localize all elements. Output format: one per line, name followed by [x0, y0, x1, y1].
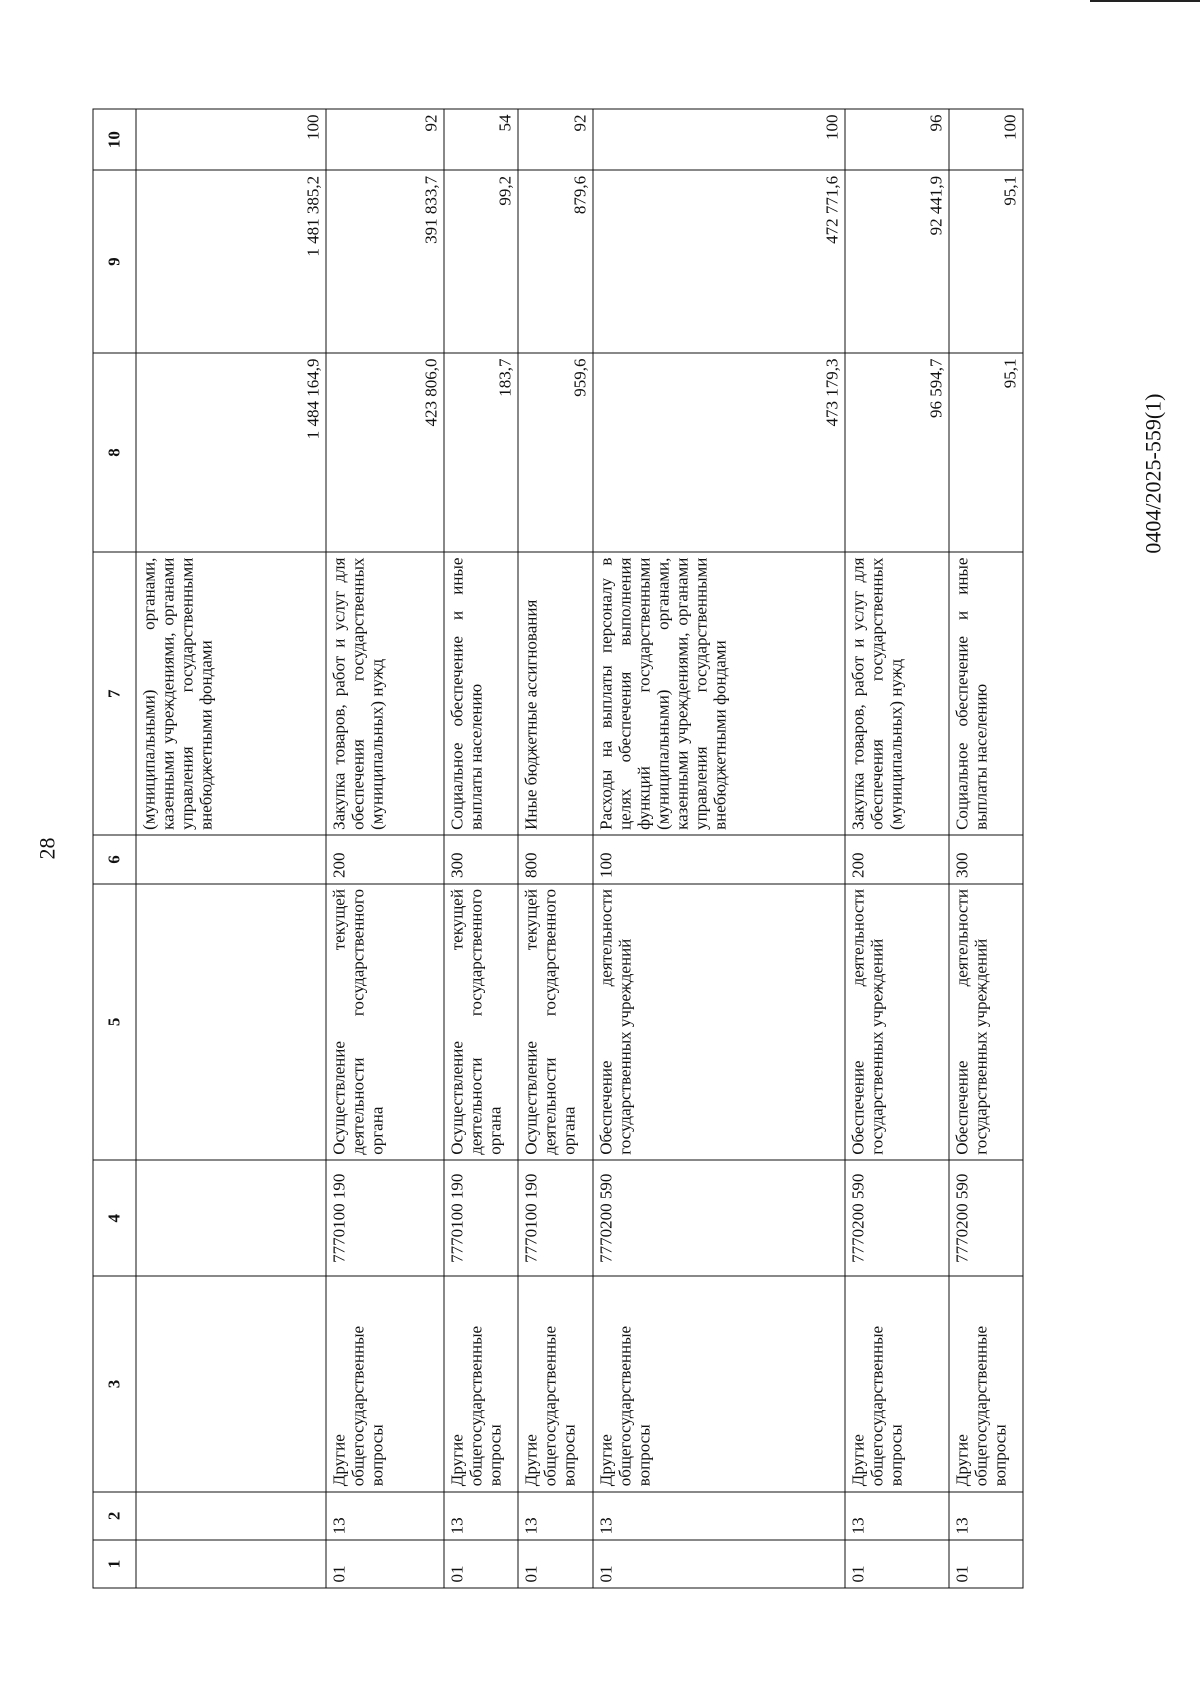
target-article-cell: 7770100 190 — [326, 1160, 444, 1276]
article-name-cell: Осуществление текущей деятельности государственного органа — [326, 884, 444, 1161]
subsection-code-cell: 13 — [949, 1492, 1023, 1540]
document-code: 0404/2025-559(1) — [1140, 393, 1166, 554]
article-name-cell: Обеспечение деятельности государственных учреждений — [845, 884, 949, 1161]
expense-type-cell: 100 — [593, 835, 845, 883]
section-code-cell: 01 — [593, 1540, 845, 1588]
planned-amount-cell: 1 484 164,9 — [136, 353, 326, 552]
subsection-code-cell: 13 — [845, 1492, 949, 1540]
execution-percent-cell: 54 — [444, 109, 518, 170]
subsection-code-cell — [136, 1492, 326, 1540]
budget-table — [93, 109, 1024, 1589]
header-cell: 5 — [93, 884, 136, 1161]
expense-type-cell: 300 — [949, 835, 1023, 883]
header-cell: 6 — [93, 835, 136, 883]
planned-amount-cell: 423 806,0 — [326, 353, 444, 552]
expense-type-cell — [136, 835, 326, 883]
section-name-cell: Другие общегосударственные вопросы — [444, 1276, 518, 1492]
target-article-cell: 7770200 590 — [949, 1160, 1023, 1276]
article-name-cell — [136, 884, 326, 1161]
target-article-cell: 7770200 590 — [845, 1160, 949, 1276]
execution-percent-cell: 100 — [949, 109, 1023, 170]
table-row — [949, 109, 1023, 1588]
planned-amount-cell: 959,6 — [518, 353, 593, 552]
page-number: 28 — [34, 837, 60, 860]
planned-amount-cell: 183,7 — [444, 353, 518, 552]
header-cell: 4 — [93, 1160, 136, 1276]
section-name-cell: Другие общегосударственные вопросы — [845, 1276, 949, 1492]
expense-type-cell: 200 — [326, 835, 444, 883]
actual-amount-cell: 879,6 — [518, 170, 593, 353]
subsection-code-cell: 13 — [593, 1492, 845, 1540]
article-name-cell: Обеспечение деятельности государственных учреждений — [593, 884, 845, 1161]
header-cell: 10 — [93, 109, 136, 170]
subsection-code-cell: 13 — [518, 1492, 593, 1540]
execution-percent-cell: 100 — [136, 109, 326, 170]
header-cell: 3 — [93, 1276, 136, 1492]
top-edge-line — [1090, 0, 1200, 2]
table-row — [326, 109, 444, 1588]
planned-amount-cell: 473 179,3 — [593, 353, 845, 552]
execution-percent-cell: 92 — [326, 109, 444, 170]
actual-amount-cell: 472 771,6 — [593, 170, 845, 353]
subsection-code-cell: 13 — [444, 1492, 518, 1540]
header-cell: 9 — [93, 170, 136, 353]
target-article-cell: 7770200 590 — [593, 1160, 845, 1276]
table-row — [136, 109, 326, 1588]
section-code-cell: 01 — [326, 1540, 444, 1588]
section-code-cell — [136, 1540, 326, 1588]
header-cell: 8 — [93, 353, 136, 552]
expense-type-name-cell: Закупка товаров, работ и услуг для обеспечения государственных (муниципальных) нужд — [326, 552, 444, 835]
expense-type-name-cell: Закупка товаров, работ и услуг для обеспечения государственных (муниципальных) нужд — [845, 552, 949, 835]
table-row — [518, 109, 593, 1588]
rotated-document — [34, 109, 1166, 1589]
expense-type-name-cell: Расходы на выплаты персоналу в целях обеспечения выполнения функций государственными (муниципальными) органами, казенными учреждениями, органами управления государственными внебюджетными фондами — [593, 552, 845, 835]
target-article-cell: 7770100 190 — [444, 1160, 518, 1276]
actual-amount-cell: 1 481 385,2 — [136, 170, 326, 353]
expense-type-name-cell: Социальное обеспечение и иные выплаты населению — [949, 552, 1023, 835]
actual-amount-cell: 391 833,7 — [326, 170, 444, 353]
expense-type-name-cell: Социальное обеспечение и иные выплаты населению — [444, 552, 518, 835]
execution-percent-cell: 96 — [845, 109, 949, 170]
expense-type-cell: 200 — [845, 835, 949, 883]
table-row — [845, 109, 949, 1588]
header-cell: 1 — [93, 1540, 136, 1588]
article-name-cell: Обеспечение деятельности государственных учреждений — [949, 884, 1023, 1161]
article-name-cell: Осуществление текущей деятельности государственного органа — [518, 884, 593, 1161]
section-name-cell: Другие общегосударственные вопросы — [593, 1276, 845, 1492]
target-article-cell: 7770100 190 — [518, 1160, 593, 1276]
planned-amount-cell: 96 594,7 — [845, 353, 949, 552]
table-row — [593, 109, 845, 1588]
header-cell: 2 — [93, 1492, 136, 1540]
section-name-cell: Другие общегосударственные вопросы — [518, 1276, 593, 1492]
expense-type-cell: 300 — [444, 835, 518, 883]
header-row — [93, 109, 136, 1588]
target-article-cell — [136, 1160, 326, 1276]
actual-amount-cell: 99,2 — [444, 170, 518, 353]
actual-amount-cell: 92 441,9 — [845, 170, 949, 353]
section-name-cell: Другие общегосударственные вопросы — [326, 1276, 444, 1492]
section-name-cell — [136, 1276, 326, 1492]
header-cell: 7 — [93, 552, 136, 835]
expense-type-name-cell: Иные бюджетные ассигнования — [518, 552, 593, 835]
section-code-cell: 01 — [444, 1540, 518, 1588]
section-name-cell: Другие общегосударственные вопросы — [949, 1276, 1023, 1492]
actual-amount-cell: 95,1 — [949, 170, 1023, 353]
section-code-cell: 01 — [518, 1540, 593, 1588]
expense-type-cell: 800 — [518, 835, 593, 883]
planned-amount-cell: 95,1 — [949, 353, 1023, 552]
execution-percent-cell: 92 — [518, 109, 593, 170]
table-row — [444, 109, 518, 1588]
subsection-code-cell: 13 — [326, 1492, 444, 1540]
article-name-cell: Осуществление текущей деятельности государственного органа — [444, 884, 518, 1161]
expense-type-name-cell: (муниципальными) органами, казенными учреждениями, органами управления государственными внебюджетными фондами — [136, 552, 326, 835]
section-code-cell: 01 — [845, 1540, 949, 1588]
section-code-cell: 01 — [949, 1540, 1023, 1588]
execution-percent-cell: 100 — [593, 109, 845, 170]
